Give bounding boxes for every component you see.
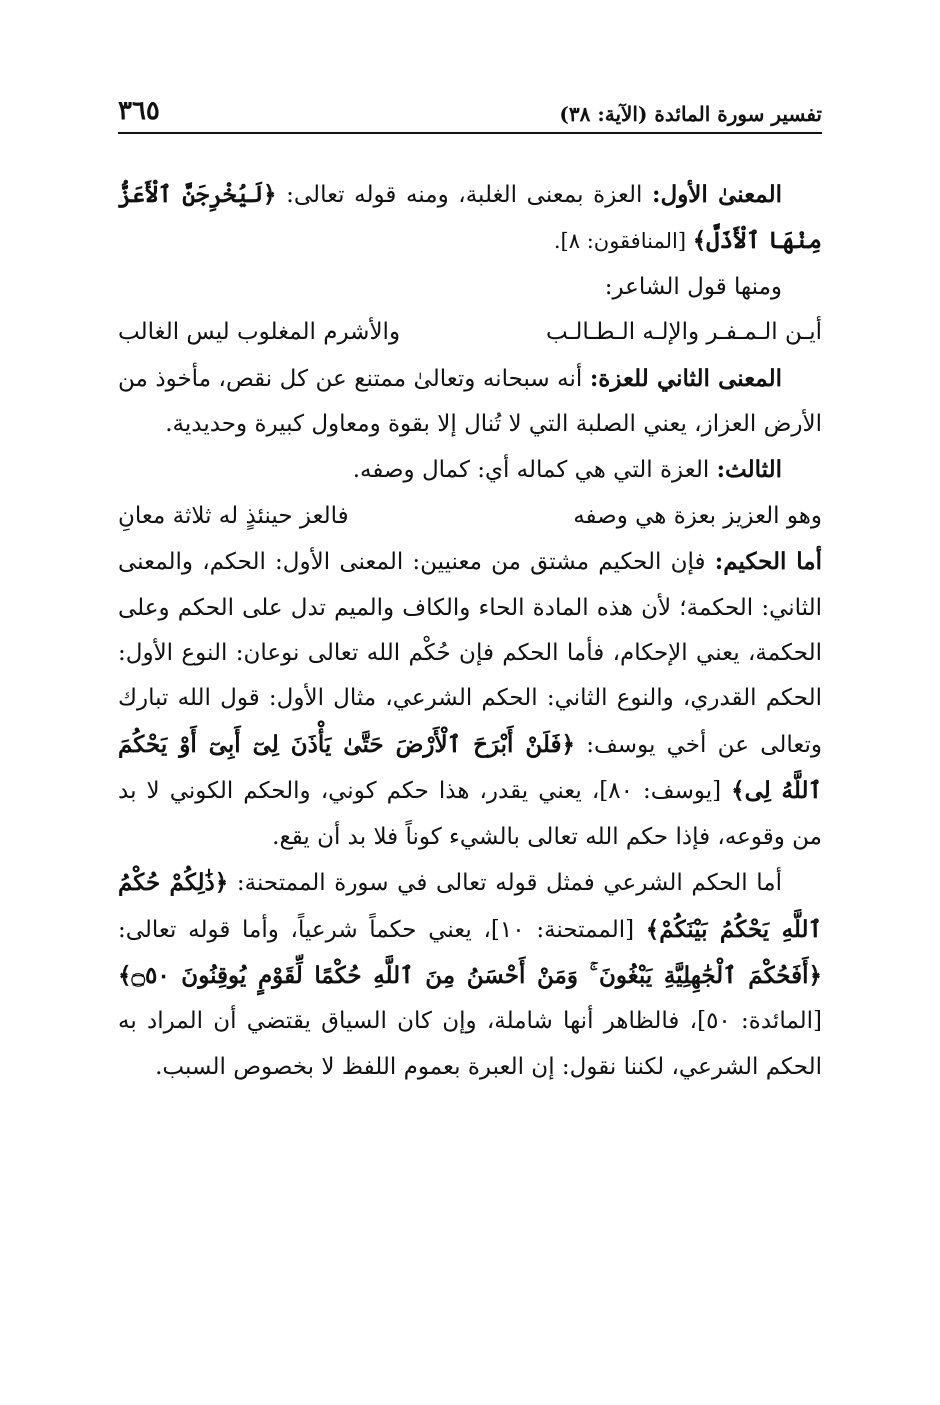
running-title: تفسير سورة المائدة (الآية: ٣٨) bbox=[559, 102, 822, 126]
paragraph-text: العزة بمعنى الغلبة، ومنه قوله تعالى: bbox=[276, 182, 652, 208]
poetry-verse bbox=[118, 310, 822, 355]
page-body bbox=[118, 172, 822, 1090]
paragraph-text: [يوسف: ٨٠]، يعني يقدر، هذا حكم كوني، والحكم الكوني لا بد من وقوعه، فإذا حكم الله تعالى بالشيء كوناً فلا بد أن يقع. bbox=[118, 778, 822, 850]
paragraph-text: أنه سبحانه وتعالىٰ ممتنع عن كل نقص، مأخوذ من الأرض العزاز، يعني الصلبة التي لا تُنال إلا بقوة ومعاول كبيرة وحديدية. bbox=[118, 365, 822, 438]
hemistich-second: والأشرم المغلوب ليس الغالب bbox=[118, 319, 401, 346]
paragraph-al-hakim bbox=[118, 539, 822, 860]
page-number: ٣٦٥ bbox=[118, 96, 160, 126]
paragraph-text: فإن الحكيم مشتق من معنيين: المعنى الأول: الحكم، والمعنى الثاني: الحكمة؛ لأن هذه المادة الحاء والكاف والميم تدل على الحكم وعلى الحكمة، يعني الإحكام، فأما الحكم فإن حُكْم الله تعالى نوعان: النوع الأول: الحكم القدري، والنوع الثاني: الحكم الشرعي، مثال الأول: قول الله تبارك وتعالى عن أخي يوسف: bbox=[118, 549, 822, 758]
paragraph-text: [الممتحنة: ١٠]، يعني حكماً شرعياً، وأما قوله تعالى: bbox=[118, 916, 646, 943]
poetry-verse bbox=[118, 494, 822, 539]
page-header bbox=[118, 86, 822, 134]
paragraph-text: أما الحكم الشرعي فمثل قوله تعالى في سورة الممتحنة: bbox=[228, 870, 782, 897]
term-heading: المعنىٰ الأول: bbox=[652, 181, 783, 208]
term-heading: أما الحكيم: bbox=[714, 548, 822, 576]
quran-verse: ﴿ذَٰلِكُمْ حُكْمُ ٱللَّهِ يَحْكُمُ بَيْنَكُمْ﴾ bbox=[118, 869, 823, 943]
hemistich-first: وهو العزيز بعزة هي وصفه bbox=[573, 502, 822, 529]
paragraph-text: [المائدة: ٥٠]، فالظاهر أنها شاملة، وإن كان السياق يقتضي أن المراد به الحكم الشرعي، لكننا نقول: إن العبرة بعموم اللفظ لا بخصوص السبب. bbox=[118, 1008, 822, 1080]
term-heading: المعنى الثاني للعزة: bbox=[589, 364, 782, 392]
hemistich-first: أيـن الـمـفـر والإلـه الـطـالـب bbox=[546, 319, 822, 346]
paragraph-poet-intro bbox=[118, 265, 822, 310]
quran-verse: ﴿فَلَنْ أَبْرَحَ ٱلْأَرْضَ حَتَّىٰ يَأْذَنَ لِىٓ أَبِىٓ أَوْ يَحْكُمَ ٱللَّهُ لِى﴾ bbox=[118, 730, 822, 805]
paragraph-legal-ruling bbox=[118, 860, 822, 1090]
paragraph-text: العزة التي هي كماله أي: كمال وصفه. bbox=[352, 457, 717, 484]
paragraph-third-meaning bbox=[118, 447, 822, 493]
paragraph-second-meaning bbox=[118, 356, 822, 448]
paragraph-first-meaning bbox=[118, 172, 822, 265]
verse-reference: [المنافقون: ٨]. bbox=[553, 229, 693, 254]
hemistich-second: فالعز حينئذٍ له ثلاثة معانِ bbox=[118, 502, 349, 529]
term-heading: الثالث: bbox=[716, 456, 782, 484]
quran-verse: ﴿لَيُخْرِجَنَّ ٱلْأَعَزُّ مِنْهَا ٱلْأَذَلَّ﴾ bbox=[118, 181, 822, 255]
quran-verse: ﴿أَفَحُكْمَ ٱلْجَٰهِلِيَّةِ يَبْغُونَ ۚ وَمَنْ أَحْسَنُ مِنَ ٱللَّهِ حُكْمًا لِّقَوْمٍ يُوقِنُونَ ۝٥٠﴾ bbox=[118, 961, 822, 989]
paragraph-text: ومنها قول الشاعر: bbox=[604, 273, 782, 300]
